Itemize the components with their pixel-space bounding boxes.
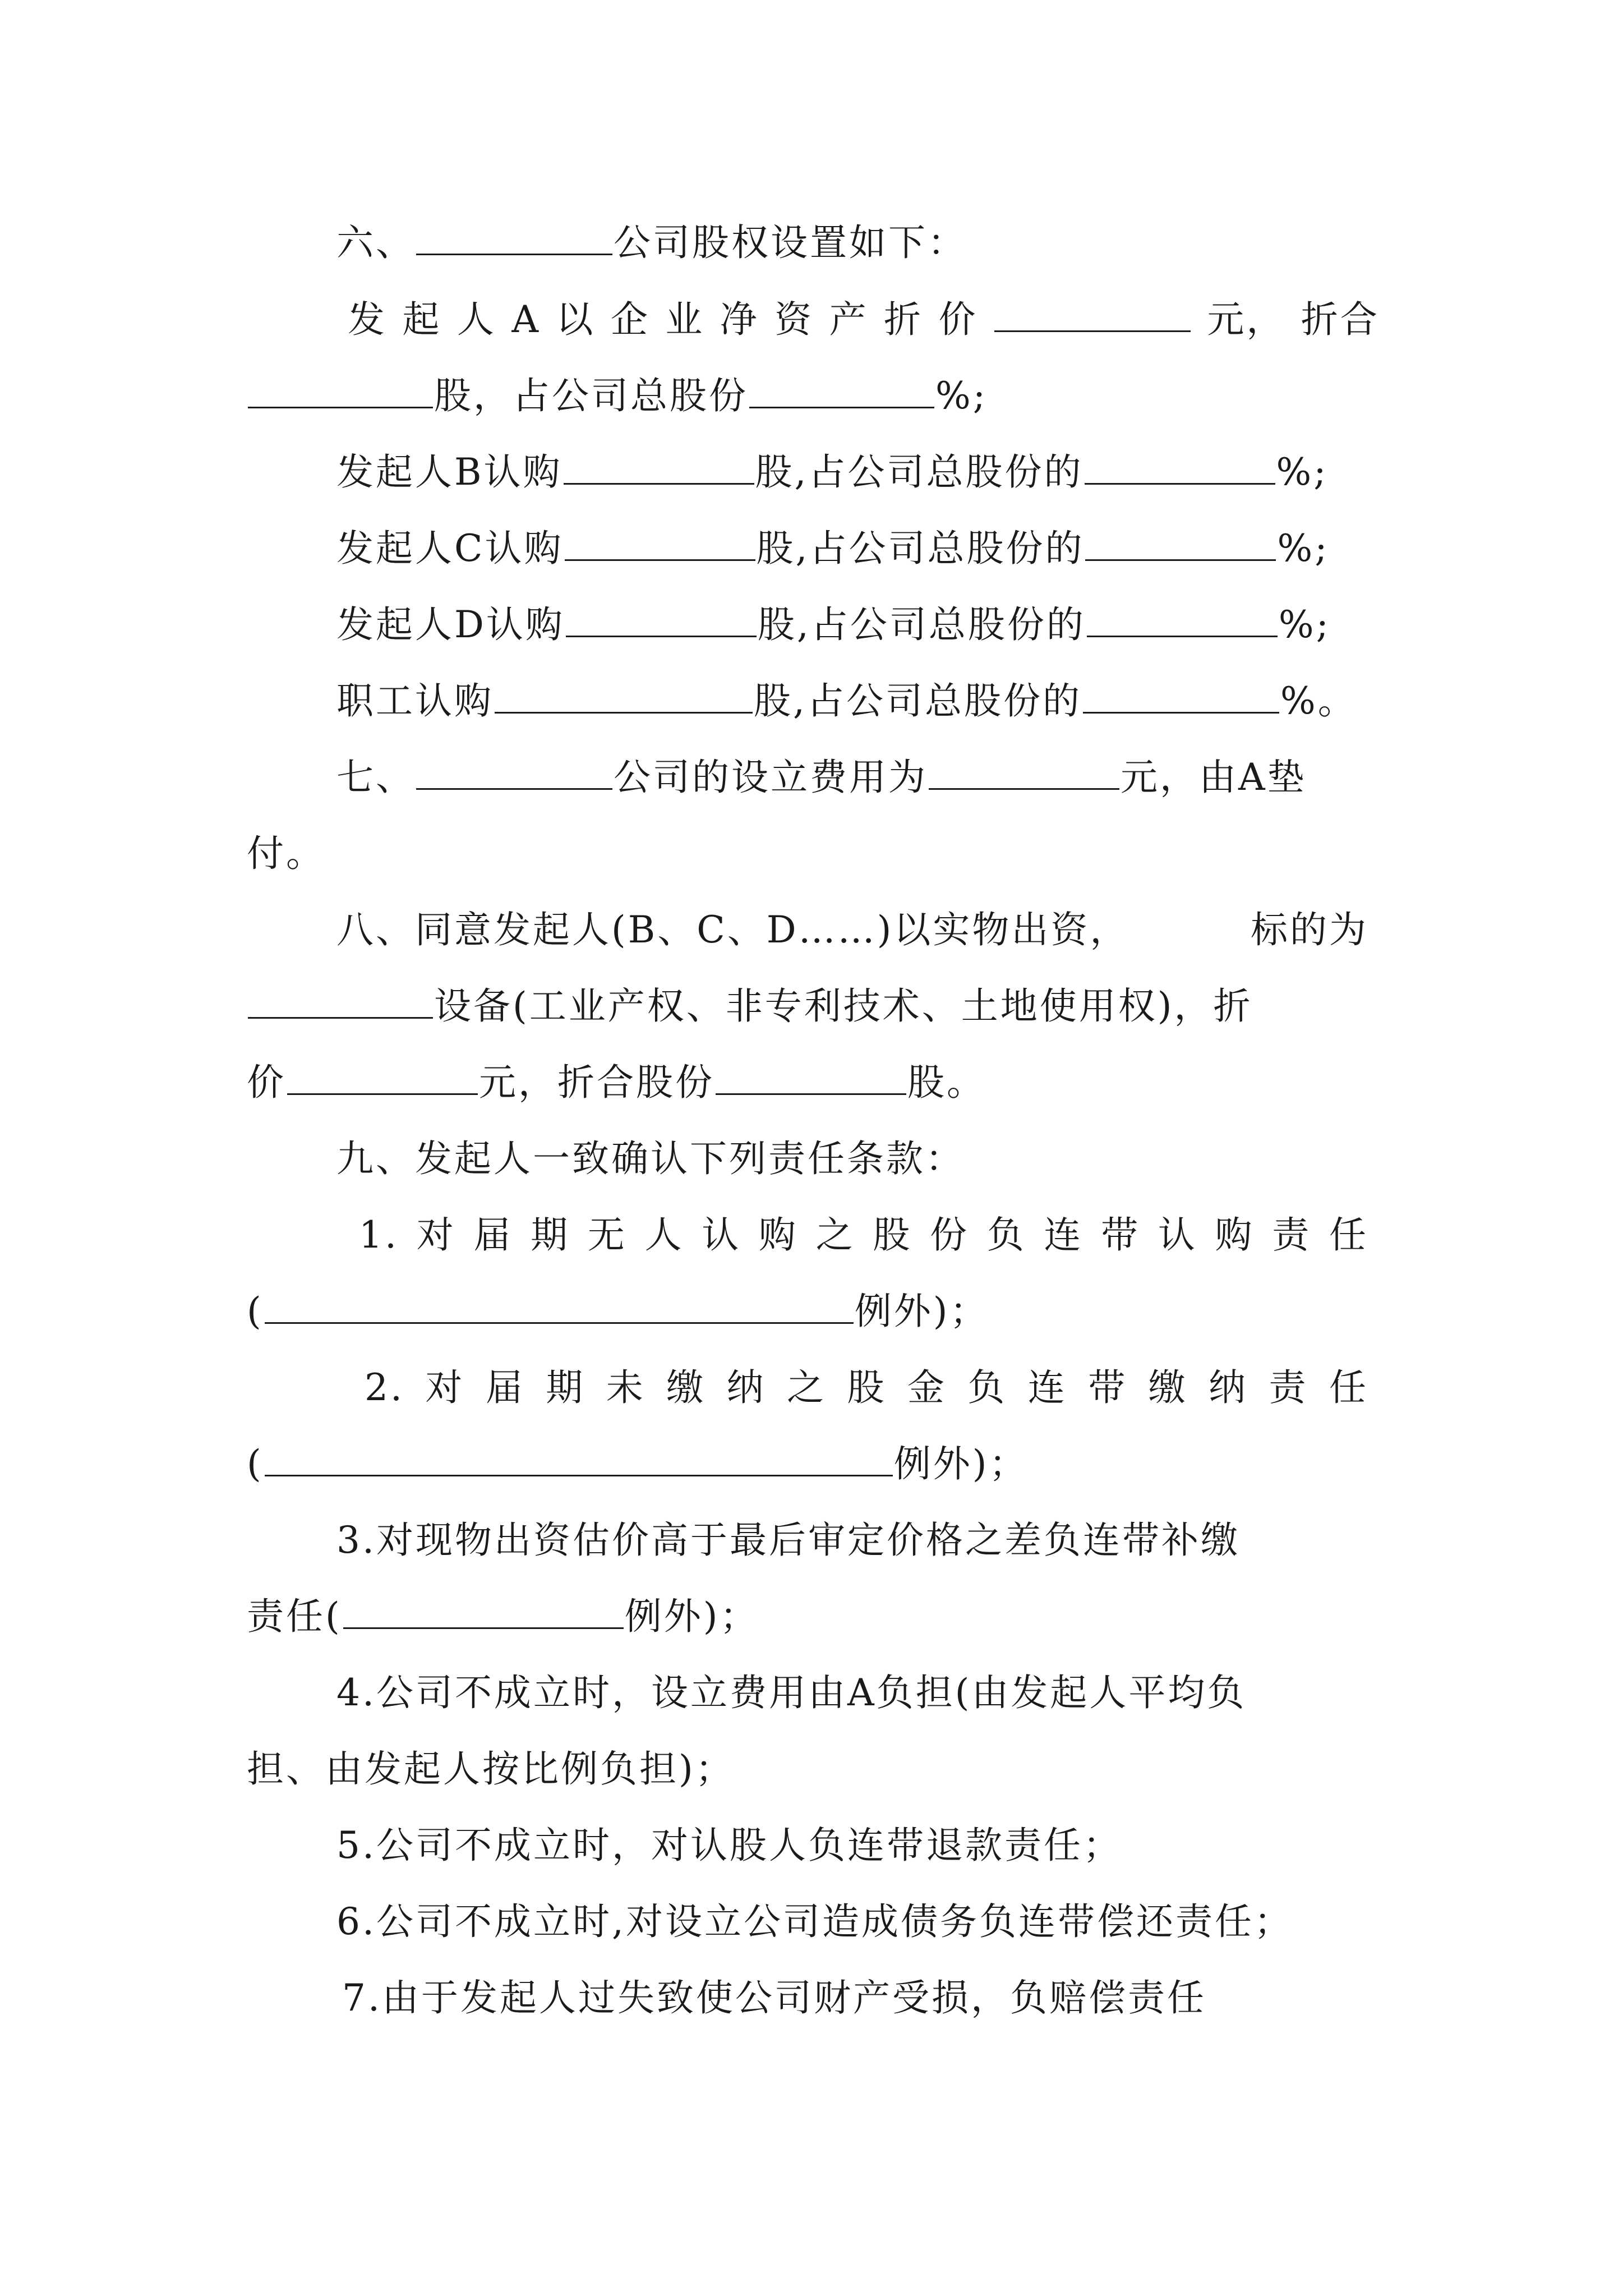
section-9-title: 九、发起人一致确认下列责任条款：	[336, 1137, 965, 1180]
item-3-line-1: 3.对现物出资估价高于最后审定价格之差负连带补缴	[336, 1519, 1240, 1562]
founder-a-percent-blank	[749, 372, 934, 408]
item-3-exception-blank	[343, 1593, 624, 1629]
employee-shares-blank	[495, 677, 753, 714]
item-5: 5.公司不成立时，对认股人负连带退款责任；	[336, 1824, 1122, 1867]
company-name-blank	[416, 219, 612, 255]
founder-c-shares-blank	[565, 524, 755, 561]
equipment-value-blank	[287, 1059, 478, 1095]
employee-percent-blank	[1083, 677, 1279, 714]
employee-line: 职工认购 股,占公司总股份的 %。	[336, 673, 1357, 729]
item-2-line-2: ( 例外)；	[247, 1436, 1029, 1492]
founder-a-line-2: 股，占公司总股份 %;	[247, 368, 988, 424]
section-7-company-blank	[416, 753, 612, 790]
founder-d-percent-blank	[1087, 601, 1278, 637]
section-8-line-2: 设备(工业产权、非专利技术、土地使用权)，折	[247, 978, 1253, 1034]
item-4-line-2: 担、由发起人按比例负担)；	[247, 1747, 735, 1791]
founder-b-percent-blank	[1085, 448, 1275, 485]
section-8-line-1: 八、同意发起人(B、C、D……)以实物出资， 标的为	[336, 908, 1368, 951]
net-assets-value-blank	[994, 296, 1191, 332]
founder-c-percent-blank	[1085, 524, 1276, 561]
item-1-exception-blank	[265, 1287, 854, 1324]
equipment-shares-blank	[716, 1059, 906, 1095]
founder-d-line: 发起人D认购 股,占公司总股份的 %;	[336, 597, 1331, 653]
item-2-exception-blank	[265, 1440, 893, 1476]
founder-b-line: 发起人B认购 股,占公司总股份的 %;	[336, 444, 1328, 500]
founder-a-line-1: 发 起 人 A 以 企 业 净 资 产 折 价 元， 折合	[348, 292, 1380, 348]
founder-c-line: 发起人C认购 股,占公司总股份的 %;	[336, 521, 1329, 577]
section-7-line-2: 付。	[247, 832, 325, 875]
equipment-name-blank	[248, 982, 433, 1019]
founder-d-shares-blank	[566, 601, 757, 637]
item-4-line-1: 4.公司不成立时，设立费用由A负担(由发起人平均负	[336, 1671, 1247, 1714]
item-3-line-2: 责任( 例外)；	[247, 1589, 759, 1645]
section-8-line-3: 价 元，折合股份 股。	[247, 1055, 986, 1111]
item-2-line-1: 2. 对 届 期 未 缴 纳 之 股 金 负 连 带 缴 纳 责 任	[365, 1366, 1368, 1409]
setup-cost-blank	[929, 753, 1119, 790]
item-6: 6.公司不成立时,对设立公司造成债务负连带偿还责任；	[336, 1900, 1293, 1943]
section-6-title: 六、 公司股权设置如下：	[336, 215, 967, 271]
item-7: 7.由于发起人过失致使公司财产受损，负赔偿责任	[342, 1976, 1206, 2019]
item-1-line-1: 1. 对 届 期 无 人 认 购 之 股 份 负 连 带 认 购 责 任	[359, 1213, 1368, 1257]
founder-a-shares-blank	[248, 372, 433, 408]
founder-b-shares-blank	[564, 448, 754, 485]
item-1-line-2: ( 例外)；	[247, 1283, 989, 1340]
section-7-line-1: 七、 公司的设立费用为 元，由A垫	[336, 749, 1307, 806]
